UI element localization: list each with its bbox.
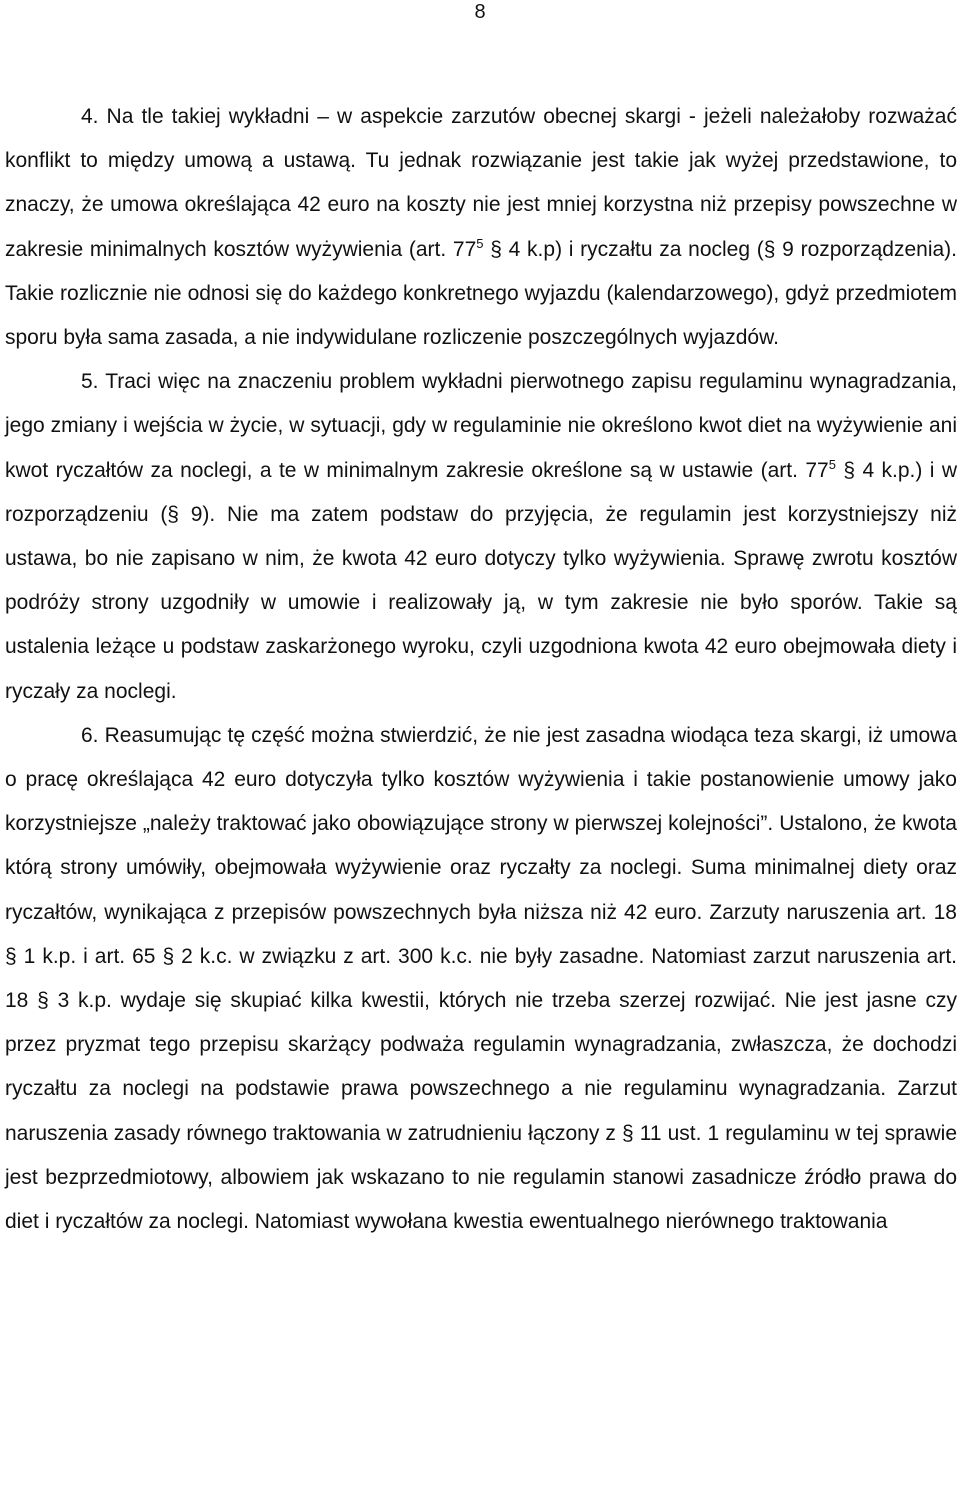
paragraph-text: 6. Reasumując tę część można stwierdzić, że nie jest zasadna wiodąca teza skargi, iż umowa o pracę określająca 42 euro dotyczyła tylko kosztów wyżywienia i takie postanowienie umowy jako korzystniejsze „należy traktować jako obowiązujące strony w pierwszej kolejności”. Ustalono, że kwota którą strony umówiły, obejmowała wyżywienie oraz ryczałty za noclegi. Suma minimalnej diety oraz ryczałtów, wynikająca z przepisów powszechnych była niższa niż 42 euro. Zarzuty naruszenia art. 18 § 1 k.p. i art. 65 § 2 k.c. w związku z art. 300 k.c. nie były zasadne. Natomiast zarzut naruszenia art. 18 § 3 k.p. wydaje się skupiać kilka kwestii, których nie trzeba szerzej rozwijać. Nie jest jasne czy przez pryzmat tego przepisu skarżący podważa regulamin wynagradzania, zwłaszcza, że dochodzi ryczałtu za noclegi na podstawie prawa powszechnego a nie regulaminu wynagradzania. Zarzut naruszenia zasady równego traktowania w zatrudnieniu łączony z § 11 ust. 1 regulaminu w tej sprawie jest bezprzedmiotowy, albowiem jak wskazano to nie regulamin stanowi zasadnicze źródło prawa do diet i ryczałtów za noclegi. Natomiast wywołana kwestia ewentualnego nierównego traktowania <box>5 723 957 1234</box>
superscript: 5 <box>476 235 484 251</box>
paragraph-text: § 4 k.p) i ryczałtu za nocleg (§ 9 rozporządzenia). Takie rozlicznie nie odnosi się do każdego konkretnego wyjazdu (kalendarzowego), gdyż przedmiotem sporu była sama zasada, a nie indywidulane rozliczenie poszczególnych wyjazdów. <box>5 237 957 350</box>
paragraph-text: 4. Na tle takiej wykładni – w aspekcie zarzutów obecnej skargi - jeżeli należałoby rozważać konflikt to między umową a ustawą. Tu jednak rozwiązanie jest takie jak wyżej przedstawione, to znaczy, że umowa określająca 42 euro na koszty nie jest mniej korzystna niż przepisy powszechne w zakresie minimalnych kosztów wyżywienia (art. 77 <box>5 105 957 261</box>
paragraph-4 <box>5 95 957 360</box>
paragraph-6 <box>5 714 957 1244</box>
paragraph-5 <box>5 360 957 714</box>
paragraph-text: § 4 k.p.) i w rozporządzeniu (§ 9). Nie ma zatem podstaw do przyjęcia, że regulamin jest korzystniejszy niż ustawa, bo nie zapisano w nim, że kwota 42 euro dotyczy tylko wyżywienia. Sprawę zwrotu kosztów podróży strony uzgodniły w umowie i realizowały ją, w tym zakresie nie było sporów. Takie są ustalenia leżące u podstaw zaskarżonego wyroku, czyli uzgodniona kwota 42 euro obejmowała diety i ryczały za noclegi. <box>5 458 958 703</box>
paragraph-text: 5. Traci więc na znaczeniu problem wykładni pierwotnego zapisu regulaminu wynagradzania, jego zmiany i wejścia w życie, w sytuacji, gdy w regulaminie nie określono kwot diet na wyżywienie ani kwot ryczałtów za noclegi, a te w minimalnym zakresie określone są w ustawie (art. 77 <box>5 370 957 482</box>
page-number: 8 <box>474 1 486 23</box>
document-body <box>5 95 957 1244</box>
superscript: 5 <box>828 456 836 472</box>
